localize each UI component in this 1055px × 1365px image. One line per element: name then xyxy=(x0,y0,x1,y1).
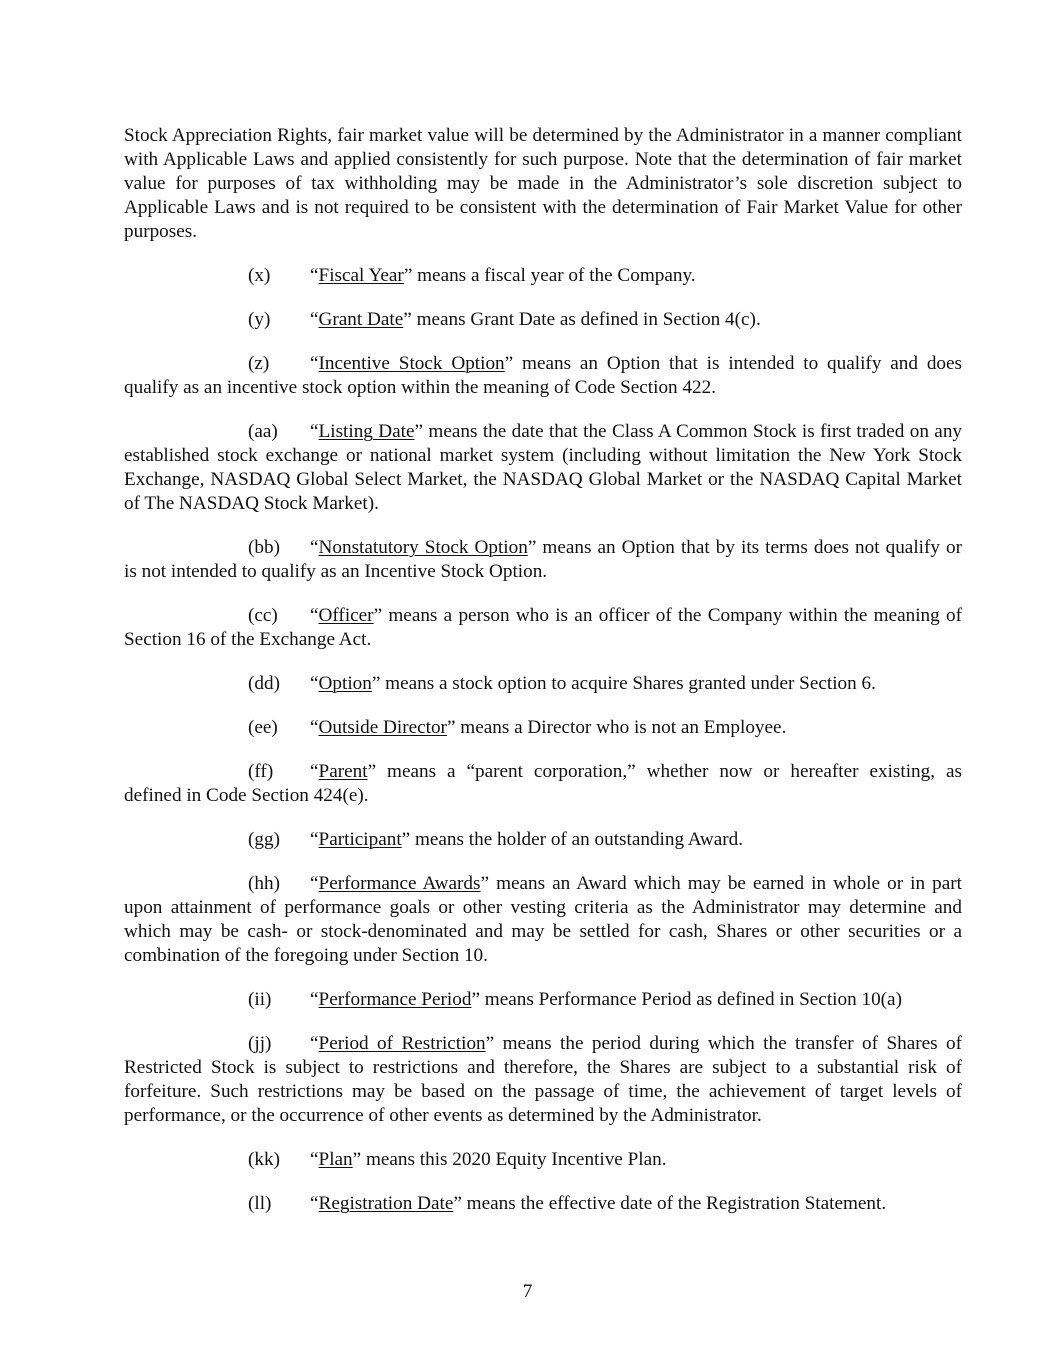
defined-term: Incentive Stock Option xyxy=(318,353,505,374)
open-quote: “ xyxy=(310,265,319,286)
definition-incentive-stock-option xyxy=(124,352,962,400)
open-quote: “ xyxy=(310,829,319,850)
definition-text: ” means a Director who is not an Employee. xyxy=(446,717,787,738)
definition-label: (cc) xyxy=(248,605,278,626)
definition-text: ” means a stock option to acquire Shares granted under Section 6. xyxy=(371,673,876,694)
definition-label: (ee) xyxy=(248,717,278,738)
open-quote: “ xyxy=(310,353,319,374)
defined-term: Officer xyxy=(318,605,374,626)
definition-text: ” means Grant Date as defined in Section 4(c). xyxy=(403,309,761,330)
definition-label: (ii) xyxy=(248,989,272,1010)
definition-officer xyxy=(124,604,962,652)
open-quote: “ xyxy=(310,673,319,694)
definition-performance-awards xyxy=(124,872,962,968)
intro-paragraph: Stock Appreciation Rights, fair market value will be determined by the Administrator in a manner compliant with Applicable Laws and applied consistently for such purpose. Note that the determination of fair market value for purposes of tax withholding may be made in the Administrator’s sole discretion subject to Applicable Laws and is not required to be consistent with the determination of Fair Market Value for other purposes. xyxy=(124,125,962,242)
definition-outside-director xyxy=(124,716,962,740)
definition-text: ” means a person who is an officer of the Company within the meaning of Section 16 of the Exchange Act. xyxy=(124,605,962,650)
definition-label: (ff) xyxy=(248,761,274,782)
definition-label: (x) xyxy=(248,265,271,286)
open-quote: “ xyxy=(310,537,319,558)
defined-term: Listing Date xyxy=(318,421,415,442)
defined-term: Nonstatutory Stock Option xyxy=(318,537,528,558)
definition-label: (ll) xyxy=(248,1193,272,1214)
defined-term: Fiscal Year xyxy=(318,265,404,286)
defined-term: Period of Restriction xyxy=(318,1033,486,1054)
definition-parent xyxy=(124,760,962,808)
definition-label: (z) xyxy=(248,353,270,374)
open-quote: “ xyxy=(310,1149,319,1170)
definition-participant xyxy=(124,828,962,852)
definition-listing-date xyxy=(124,420,962,516)
open-quote: “ xyxy=(310,1033,319,1054)
defined-term: Performance Period xyxy=(318,989,472,1010)
definition-plan xyxy=(124,1148,962,1172)
definition-label: (bb) xyxy=(248,537,280,558)
document-body xyxy=(124,124,962,1236)
definition-nonstatutory-stock-option xyxy=(124,536,962,584)
defined-term: Performance Awards xyxy=(318,873,481,894)
definition-performance-period xyxy=(124,988,962,1012)
definition-text: ” means the effective date of the Registration Statement. xyxy=(453,1193,887,1214)
defined-term: Plan xyxy=(318,1149,353,1170)
open-quote: “ xyxy=(310,989,319,1010)
definition-registration-date xyxy=(124,1192,962,1216)
definition-text: ” means the holder of an outstanding Award. xyxy=(401,829,744,850)
defined-term: Parent xyxy=(318,761,368,782)
open-quote: “ xyxy=(310,761,319,782)
definition-text: ” means the period during which the transfer of Shares of Restricted Stock is subject to restrictions and therefore, the Shares are subject to a substantial risk of forfeiture. Such restrictions may be based on the passage of time, the achievement of target levels of performance, or the occurrence of other events as determined by the Administrator. xyxy=(124,1033,962,1126)
definition-grant-date xyxy=(124,308,962,332)
open-quote: “ xyxy=(310,717,319,738)
open-quote: “ xyxy=(310,1193,319,1214)
definition-label: (aa) xyxy=(248,421,278,442)
definition-text: ” means an Option that by its terms does not qualify or is not intended to qualify as an Incentive Stock Option. xyxy=(124,537,962,582)
definition-text: ” means this 2020 Equity Incentive Plan. xyxy=(352,1149,667,1170)
definition-label: (y) xyxy=(248,309,271,330)
definition-label: (dd) xyxy=(248,673,280,694)
definition-text: ” means an Award which may be earned in whole or in part upon attainment of performance goals or other vesting criteria as the Administrator may determine and which may be cash- or stock-denominated and may be settled for cash, Shares or other securities or a combination of the foregoing under Section 10. xyxy=(124,873,962,966)
defined-term: Grant Date xyxy=(318,309,404,330)
defined-term: Participant xyxy=(318,829,402,850)
definition-label: (kk) xyxy=(248,1149,280,1170)
definition-text: ” means a “parent corporation,” whether now or hereafter existing, as defined in Code Section 424(e). xyxy=(124,761,962,806)
open-quote: “ xyxy=(310,421,319,442)
open-quote: “ xyxy=(310,309,319,330)
definition-fiscal-year xyxy=(124,264,962,288)
definition-option xyxy=(124,672,962,696)
definition-text: ” means the date that the Class A Common Stock is first traded on any established stock exchange or national market system (including without limitation the New York Stock Exchange, NASDAQ Global Select Market, the NASDAQ Global Market or the NASDAQ Capital Market of The NASDAQ Stock Market). xyxy=(124,421,963,514)
definition-label: (hh) xyxy=(248,873,280,894)
open-quote: “ xyxy=(310,873,319,894)
definition-text: ” means Performance Period as defined in Section 10(a) xyxy=(471,989,902,1010)
defined-term: Registration Date xyxy=(318,1193,454,1214)
open-quote: “ xyxy=(310,605,319,626)
definition-label: (jj) xyxy=(248,1033,272,1054)
defined-term: Outside Director xyxy=(318,717,447,738)
definition-text: ” means an Option that is intended to qualify and does qualify as an incentive stock option within the meaning of Code Section 422. xyxy=(124,353,963,398)
definition-period-of-restriction xyxy=(124,1032,962,1128)
page-number: 7 xyxy=(522,1281,533,1302)
definition-label: (gg) xyxy=(248,829,280,850)
defined-term: Option xyxy=(318,673,372,694)
definition-text: ” means a fiscal year of the Company. xyxy=(403,265,696,286)
